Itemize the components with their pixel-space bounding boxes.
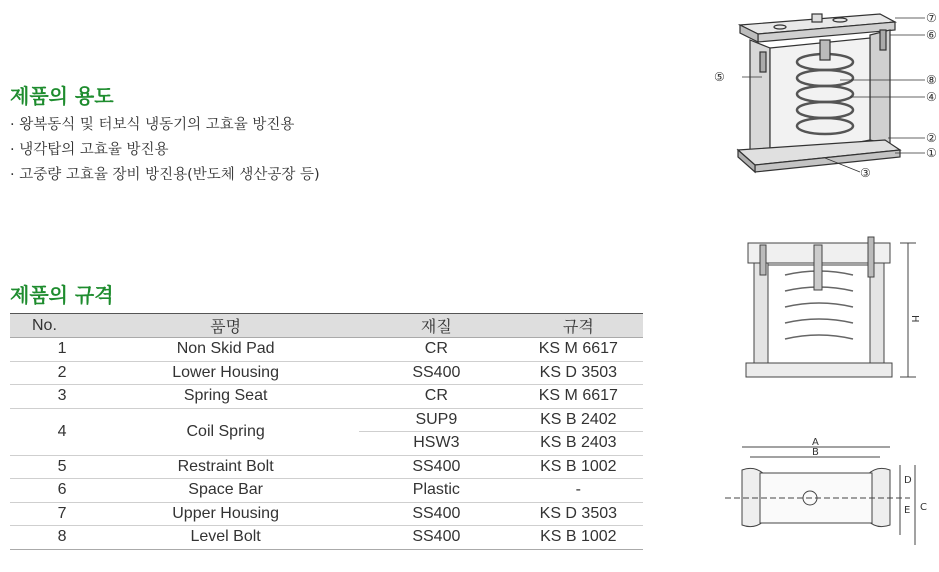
- cell-standard: KS B 2403: [514, 432, 643, 456]
- cell-name: Lower Housing: [92, 361, 359, 385]
- cell-standard: KS D 3503: [514, 361, 643, 385]
- cell-name: Level Bolt: [92, 526, 359, 550]
- header-material: 재질: [359, 314, 514, 338]
- cell-no: 7: [10, 502, 92, 526]
- table-row: [10, 526, 643, 550]
- cell-name: Upper Housing: [92, 502, 359, 526]
- isometric-drawing: [700, 0, 939, 190]
- header-no: No.: [10, 314, 92, 338]
- cell-material: CR: [359, 385, 514, 409]
- cell-no: 5: [10, 455, 92, 479]
- header-name: 품명: [92, 314, 359, 338]
- spec-table: [10, 313, 643, 550]
- cell-standard: KS M 6617: [514, 385, 643, 409]
- usage-item: · 고중량 고효율 장비 방진용(반도체 생산공장 등): [10, 167, 320, 183]
- cell-no: 4: [10, 408, 92, 455]
- spec-title: 제품의 규격: [10, 283, 114, 307]
- usage-item: · 왕복동식 및 터보식 냉동기의 고효율 방진용: [10, 117, 295, 133]
- cell-name: Coil Spring: [92, 408, 359, 455]
- table-row: [10, 455, 643, 479]
- cell-name: Spring Seat: [92, 385, 359, 409]
- cell-no: 2: [10, 361, 92, 385]
- cell-no: 6: [10, 479, 92, 503]
- cell-material: SS400: [359, 361, 514, 385]
- table-row: [10, 479, 643, 503]
- cell-name: Non Skid Pad: [92, 338, 359, 362]
- callout-3: ③: [860, 166, 871, 180]
- dim-b-label: B: [812, 447, 819, 458]
- cell-no: 1: [10, 338, 92, 362]
- callout-4: ④: [926, 90, 937, 104]
- table-row: [10, 361, 643, 385]
- cell-material: SS400: [359, 502, 514, 526]
- dim-e-label: E: [904, 505, 911, 516]
- table-row: [10, 502, 643, 526]
- cell-material: SUP9: [359, 408, 514, 432]
- cell-standard: KS B 1002: [514, 526, 643, 550]
- header-standard: 규격: [514, 314, 643, 338]
- cell-standard: KS B 2402: [514, 408, 643, 432]
- dim-h-label: H: [909, 315, 920, 323]
- spec-table-header-row: [10, 314, 643, 338]
- callout-7: ⑦: [926, 11, 937, 25]
- cell-material: Plastic: [359, 479, 514, 503]
- cell-name: Space Bar: [92, 479, 359, 503]
- table-row: [10, 338, 643, 362]
- cell-no: 8: [10, 526, 92, 550]
- callout-6: ⑥: [926, 28, 937, 42]
- usage-list: [10, 113, 320, 188]
- cell-no: 3: [10, 385, 92, 409]
- usage-title: 제품의 용도: [10, 84, 114, 108]
- usage-item: · 냉각탑의 고효율 방진용: [10, 142, 169, 158]
- cell-standard: KS M 6617: [514, 338, 643, 362]
- cell-material: SS400: [359, 455, 514, 479]
- callout-8: ⑧: [926, 73, 937, 87]
- cell-standard: KS D 3503: [514, 502, 643, 526]
- callout-5: ⑤: [714, 70, 725, 84]
- front-view-drawing: [740, 235, 939, 385]
- table-row: [10, 408, 643, 432]
- cell-material: HSW3: [359, 432, 514, 456]
- dim-c-label: C: [920, 502, 927, 513]
- cell-name: Restraint Bolt: [92, 455, 359, 479]
- cell-standard: KS B 1002: [514, 455, 643, 479]
- dim-a-label: A: [812, 437, 819, 448]
- callout-2: ②: [926, 131, 937, 145]
- cell-standard: -: [514, 479, 643, 503]
- dim-d-label: D: [904, 475, 912, 486]
- callout-1: ①: [926, 146, 937, 160]
- top-view-drawing: [720, 435, 939, 560]
- cell-material: SS400: [359, 526, 514, 550]
- cell-material: CR: [359, 338, 514, 362]
- table-row: [10, 385, 643, 409]
